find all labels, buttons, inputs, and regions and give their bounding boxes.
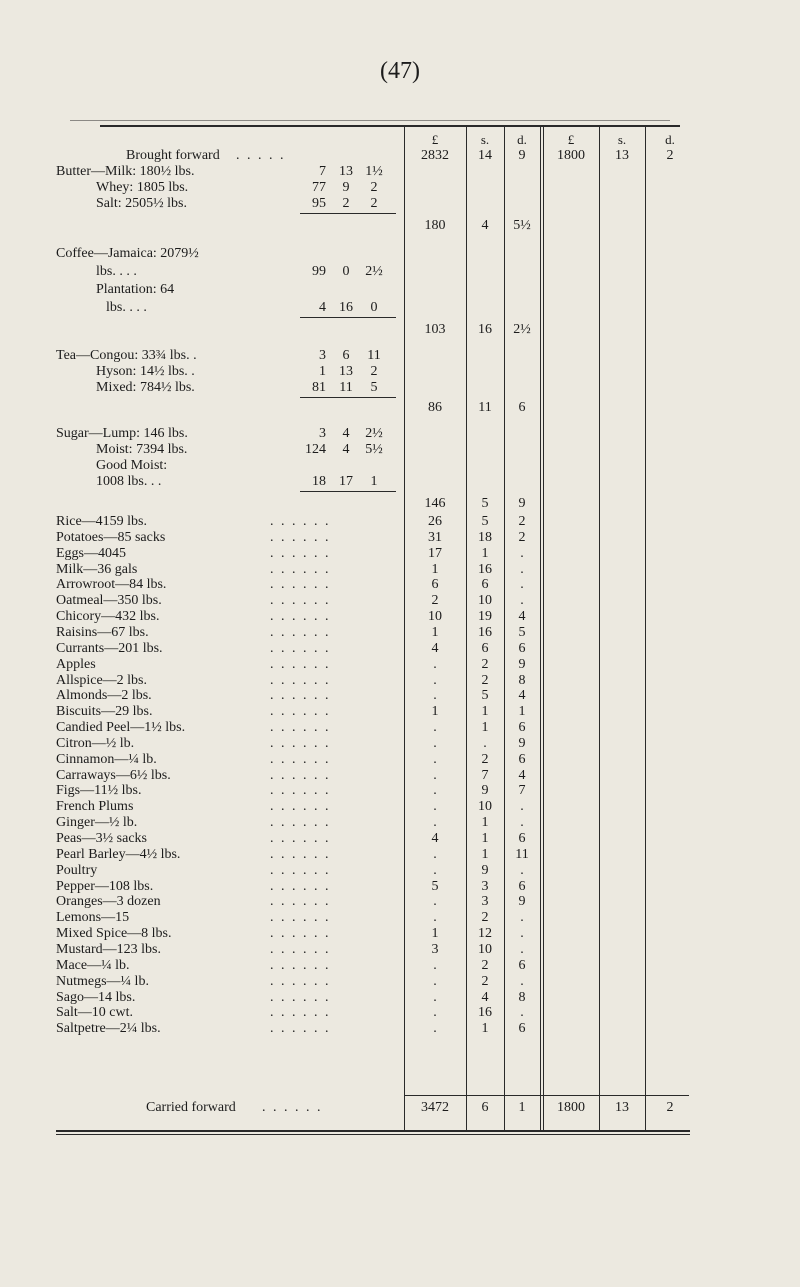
leader-dots: . . . . . . bbox=[270, 894, 331, 909]
item-shillings: 5 bbox=[481, 688, 489, 703]
leader-dots: . . . . . . bbox=[270, 704, 331, 719]
col-divider bbox=[543, 127, 544, 1132]
leader-dots: . . . . . . bbox=[270, 990, 331, 1005]
item-pence: 5 bbox=[518, 625, 526, 640]
item-pounds: . bbox=[433, 910, 437, 925]
top-rule bbox=[100, 125, 680, 127]
item-pence: 6 bbox=[518, 879, 526, 894]
group-item-label: Plantation: 64 bbox=[96, 282, 175, 297]
leader-dots: . . . . . . bbox=[270, 530, 331, 545]
leader-dots: . . . . . . bbox=[270, 752, 331, 767]
group-item-label: Tea—Congou: 33¾ lbs. . bbox=[56, 348, 197, 363]
leader-dots: . . . . . . bbox=[270, 879, 331, 894]
sub-shillings: 4 bbox=[342, 426, 350, 441]
item-pence: 6 bbox=[518, 720, 526, 735]
item-pence: . bbox=[520, 910, 524, 925]
sub-pounds: 18 bbox=[312, 474, 326, 489]
group-total-pence: 9 bbox=[518, 496, 526, 511]
group-total-pounds: 103 bbox=[424, 322, 446, 337]
leader-dots: . . . . . . bbox=[270, 799, 331, 814]
bottom-rule bbox=[56, 1130, 690, 1132]
item-label: Raisins—67 lbs. bbox=[56, 625, 149, 640]
item-label: Salt—10 cwt. bbox=[56, 1005, 133, 1020]
item-pence: 6 bbox=[518, 831, 526, 846]
sub-pence: 1½ bbox=[365, 164, 383, 179]
item-shillings: 6 bbox=[481, 641, 489, 656]
item-label: Cinnamon—¼ lb. bbox=[56, 752, 157, 767]
item-pence: 6 bbox=[518, 641, 526, 656]
leader-dots: . . . . . . bbox=[270, 577, 331, 592]
sub-pounds: 1 bbox=[319, 364, 326, 379]
sub-shillings: 13 bbox=[339, 164, 353, 179]
sub-shillings: 0 bbox=[342, 264, 350, 279]
leader-dots: . . . . . . bbox=[270, 688, 331, 703]
item-pence: . bbox=[520, 799, 524, 814]
item-label: Biscuits—29 lbs. bbox=[56, 704, 153, 719]
header-pounds-right: £ bbox=[567, 132, 575, 147]
leader-dots: . . . . . . bbox=[270, 641, 331, 656]
item-pounds: . bbox=[433, 894, 437, 909]
item-shillings: 10 bbox=[478, 593, 492, 608]
item-shillings: 2 bbox=[481, 974, 489, 989]
carried-forward-shillings: 6 bbox=[481, 1100, 489, 1115]
item-pounds: . bbox=[433, 1005, 437, 1020]
carried-forward-pounds-right: 1800 bbox=[557, 1100, 585, 1115]
item-pounds: . bbox=[433, 958, 437, 973]
item-pounds: 5 bbox=[431, 879, 439, 894]
group-item-label: Salt: 2505½ lbs. bbox=[96, 196, 188, 211]
leader-dots: . . . . . . bbox=[270, 974, 331, 989]
leader-dots: . . . . . . bbox=[270, 1021, 331, 1036]
item-label: Apples bbox=[56, 657, 96, 672]
item-label: Poultry bbox=[56, 863, 98, 878]
leader-dots: . . . . . . bbox=[270, 657, 331, 672]
item-pounds: . bbox=[433, 673, 437, 688]
sub-shillings: 6 bbox=[342, 348, 350, 363]
item-label: Rice—4159 lbs. bbox=[56, 514, 147, 529]
item-shillings: 10 bbox=[478, 799, 492, 814]
item-pounds: . bbox=[433, 1021, 437, 1036]
item-shillings: 1 bbox=[481, 704, 489, 719]
sub-pounds: 99 bbox=[312, 264, 326, 279]
item-shillings: . bbox=[483, 736, 487, 751]
sub-pence: 2½ bbox=[365, 264, 383, 279]
item-pence: . bbox=[520, 974, 524, 989]
group-item-label: Mixed: 784½ lbs. bbox=[96, 380, 195, 395]
item-pence: . bbox=[520, 926, 524, 941]
carried-forward-pence: 1 bbox=[518, 1100, 526, 1115]
leader-dots: . . . . . . bbox=[270, 783, 331, 798]
sub-pounds: 3 bbox=[319, 348, 326, 363]
group-total-pounds: 180 bbox=[424, 218, 446, 233]
item-label: Almonds—2 lbs. bbox=[56, 688, 152, 703]
sub-pence: 2 bbox=[370, 364, 378, 379]
item-pounds: . bbox=[433, 736, 437, 751]
item-label: Chicory—432 lbs. bbox=[56, 609, 160, 624]
group-item-label: Sugar—Lump: 146 lbs. bbox=[56, 426, 188, 441]
brought-forward-pence: 9 bbox=[518, 148, 526, 163]
item-label: Candied Peel—1½ lbs. bbox=[56, 720, 186, 735]
item-shillings: 10 bbox=[478, 942, 492, 957]
right-total-shillings: 13 bbox=[615, 148, 629, 163]
item-pence: . bbox=[520, 815, 524, 830]
carried-forward-label: Carried forward bbox=[146, 1100, 236, 1115]
sub-shillings: 13 bbox=[339, 364, 353, 379]
item-pounds: 3 bbox=[431, 942, 439, 957]
brought-forward-label: Brought forward bbox=[126, 148, 220, 163]
item-pence: 8 bbox=[518, 990, 526, 1005]
item-pence: 4 bbox=[518, 688, 526, 703]
group-total-shillings: 16 bbox=[478, 322, 492, 337]
item-shillings: 2 bbox=[481, 910, 489, 925]
item-pounds: . bbox=[433, 783, 437, 798]
leader-dots: . . . . . . bbox=[270, 625, 331, 640]
carried-forward-pence-right: 2 bbox=[666, 1100, 674, 1115]
item-label: Sago—14 lbs. bbox=[56, 990, 136, 1005]
sub-pounds: 7 bbox=[319, 164, 326, 179]
group-total-pounds: 86 bbox=[428, 400, 442, 415]
item-pounds: . bbox=[433, 720, 437, 735]
item-pence: . bbox=[520, 942, 524, 957]
item-pounds: 26 bbox=[428, 514, 442, 529]
item-pence: . bbox=[520, 562, 524, 577]
item-label: Currants—201 lbs. bbox=[56, 641, 163, 656]
item-pounds: . bbox=[433, 657, 437, 672]
item-pounds: 4 bbox=[431, 641, 439, 656]
sub-shillings: 11 bbox=[339, 380, 353, 395]
sub-total-rule bbox=[300, 397, 396, 398]
item-shillings: 16 bbox=[478, 1005, 492, 1020]
item-shillings: 12 bbox=[478, 926, 492, 941]
item-pence: 8 bbox=[518, 673, 526, 688]
item-label: Citron—½ lb. bbox=[56, 736, 135, 751]
group-item-label-cont: lbs. . . . bbox=[96, 264, 137, 279]
sub-shillings: 17 bbox=[339, 474, 353, 489]
item-pence: . bbox=[520, 1005, 524, 1020]
header-pence: d. bbox=[517, 132, 527, 147]
right-total-pence: 2 bbox=[666, 148, 674, 163]
leader-dots: . . . . . . bbox=[262, 1100, 323, 1115]
col-divider bbox=[540, 127, 541, 1132]
item-pounds: . bbox=[433, 990, 437, 1005]
item-shillings: 3 bbox=[481, 894, 489, 909]
col-divider bbox=[645, 127, 646, 1132]
item-shillings: 1 bbox=[481, 1021, 489, 1036]
item-pence: . bbox=[520, 593, 524, 608]
item-pence: 6 bbox=[518, 1021, 526, 1036]
group-total-pence: 6 bbox=[518, 400, 526, 415]
leader-dots: . . . . . . bbox=[270, 958, 331, 973]
leader-dots: . . . . . . bbox=[270, 593, 331, 608]
sub-pence: 5 bbox=[370, 380, 378, 395]
leader-dots: . . . . . . bbox=[270, 609, 331, 624]
brought-forward-pounds: 2832 bbox=[421, 148, 449, 163]
item-shillings: 1 bbox=[481, 720, 489, 735]
item-shillings: 9 bbox=[481, 863, 489, 878]
item-pence: 6 bbox=[518, 752, 526, 767]
item-shillings: 2 bbox=[481, 657, 489, 672]
item-pounds: . bbox=[433, 688, 437, 703]
group-item-label: Moist: 7394 lbs. bbox=[96, 442, 188, 457]
sub-pence: 2½ bbox=[365, 426, 383, 441]
leader-dots: . . . . . . bbox=[270, 768, 331, 783]
item-pounds: . bbox=[433, 863, 437, 878]
item-label: Oranges—3 dozen bbox=[56, 894, 161, 909]
carried-forward-pounds: 3472 bbox=[421, 1100, 449, 1115]
sub-shillings: 4 bbox=[342, 442, 350, 457]
sub-pence: 2 bbox=[370, 196, 378, 211]
item-pence: 1 bbox=[518, 704, 526, 719]
top-rule-faint bbox=[70, 120, 670, 121]
item-label: Peas—3½ sacks bbox=[56, 831, 147, 846]
item-label: Saltpetre—2¼ lbs. bbox=[56, 1021, 161, 1036]
item-pence: 6 bbox=[518, 958, 526, 973]
sub-shillings: 16 bbox=[339, 300, 353, 315]
leader-dots: . . . . . . bbox=[270, 720, 331, 735]
item-label: Allspice—2 lbs. bbox=[56, 673, 147, 688]
item-pounds: 1 bbox=[431, 926, 439, 941]
leader-dots: . . . . . . bbox=[270, 673, 331, 688]
sub-shillings: 2 bbox=[342, 196, 350, 211]
group-total-shillings: 5 bbox=[481, 496, 489, 511]
item-shillings: 16 bbox=[478, 562, 492, 577]
group-item-label-cont: 1008 lbs. . . bbox=[96, 474, 162, 489]
col-divider bbox=[599, 127, 600, 1132]
item-shillings: 16 bbox=[478, 625, 492, 640]
item-label: Eggs—4045 bbox=[56, 546, 126, 561]
item-label: Lemons—15 bbox=[56, 910, 130, 925]
item-shillings: 7 bbox=[481, 768, 489, 783]
sub-total-rule bbox=[300, 213, 396, 214]
header-pence-right: d. bbox=[665, 132, 675, 147]
item-pence: 7 bbox=[518, 783, 526, 798]
leader-dots: . . . . . bbox=[236, 148, 286, 163]
group-total-pence: 5½ bbox=[513, 218, 531, 233]
item-label: Figs—11½ lbs. bbox=[56, 783, 142, 798]
group-total-pence: 2½ bbox=[513, 322, 531, 337]
header-shillings: s. bbox=[480, 132, 490, 147]
item-pence: . bbox=[520, 546, 524, 561]
item-shillings: 19 bbox=[478, 609, 492, 624]
item-label: Mace—¼ lb. bbox=[56, 958, 130, 973]
group-item-label: Coffee—Jamaica: 2079½ bbox=[56, 246, 199, 261]
item-pence: . bbox=[520, 863, 524, 878]
item-label: Carraways—6½ lbs. bbox=[56, 768, 171, 783]
leader-dots: . . . . . . bbox=[270, 831, 331, 846]
item-pounds: . bbox=[433, 815, 437, 830]
group-item-label: Butter—Milk: 180½ lbs. bbox=[56, 164, 195, 179]
item-pounds: 1 bbox=[431, 704, 439, 719]
item-label: Potatoes—85 sacks bbox=[56, 530, 166, 545]
sub-total-rule bbox=[300, 317, 396, 318]
item-pounds: . bbox=[433, 847, 437, 862]
group-total-pounds: 146 bbox=[424, 496, 446, 511]
header-shillings-right: s. bbox=[617, 132, 627, 147]
leader-dots: . . . . . . bbox=[270, 863, 331, 878]
sub-total-rule bbox=[300, 491, 396, 492]
item-shillings: 6 bbox=[481, 577, 489, 592]
item-pence: 4 bbox=[518, 768, 526, 783]
item-label: Pearl Barley—4½ lbs. bbox=[56, 847, 181, 862]
item-pence: 11 bbox=[515, 847, 529, 862]
group-item-label: Hyson: 14½ lbs. . bbox=[96, 364, 195, 379]
item-shillings: 5 bbox=[481, 514, 489, 529]
item-pounds: 1 bbox=[431, 562, 439, 577]
sub-pounds: 4 bbox=[319, 300, 326, 315]
item-label: Nutmegs—¼ lb. bbox=[56, 974, 149, 989]
leader-dots: . . . . . . bbox=[270, 736, 331, 751]
item-pence: . bbox=[520, 577, 524, 592]
item-shillings: 9 bbox=[481, 783, 489, 798]
carried-forward-shillings-right: 13 bbox=[615, 1100, 629, 1115]
item-label: French Plums bbox=[56, 799, 134, 814]
item-label: Ginger—½ lb. bbox=[56, 815, 138, 830]
leader-dots: . . . . . . bbox=[270, 562, 331, 577]
item-shillings: 4 bbox=[481, 990, 489, 1005]
item-pounds: 2 bbox=[431, 593, 439, 608]
item-shillings: 1 bbox=[481, 847, 489, 862]
right-total-pounds: 1800 bbox=[557, 148, 585, 163]
item-shillings: 3 bbox=[481, 879, 489, 894]
item-shillings: 2 bbox=[481, 673, 489, 688]
brought-forward-shillings: 14 bbox=[478, 148, 492, 163]
leader-dots: . . . . . . bbox=[270, 942, 331, 957]
item-shillings: 2 bbox=[481, 958, 489, 973]
sub-pence: 5½ bbox=[365, 442, 383, 457]
sub-pounds: 81 bbox=[312, 380, 326, 395]
leader-dots: . . . . . . bbox=[270, 815, 331, 830]
bottom-rule-thin bbox=[56, 1134, 690, 1135]
sub-shillings: 9 bbox=[342, 180, 350, 195]
item-pence: 4 bbox=[518, 609, 526, 624]
item-pence: 9 bbox=[518, 736, 526, 751]
sub-pounds: 95 bbox=[312, 196, 326, 211]
item-label: Mixed Spice—8 lbs. bbox=[56, 926, 172, 941]
item-pounds: . bbox=[433, 799, 437, 814]
item-pounds: . bbox=[433, 768, 437, 783]
item-shillings: 1 bbox=[481, 831, 489, 846]
item-label: Arrowroot—84 lbs. bbox=[56, 577, 167, 592]
total-rule bbox=[404, 1095, 689, 1096]
sub-pounds: 77 bbox=[312, 180, 326, 195]
leader-dots: . . . . . . bbox=[270, 514, 331, 529]
item-label: Milk—36 gals bbox=[56, 562, 138, 577]
page-number: (47) bbox=[380, 58, 420, 84]
leader-dots: . . . . . . bbox=[270, 910, 331, 925]
leader-dots: . . . . . . bbox=[270, 926, 331, 941]
item-pounds: 31 bbox=[428, 530, 442, 545]
sub-pence: 0 bbox=[370, 300, 378, 315]
group-item-label: Good Moist: bbox=[96, 458, 168, 473]
sub-pounds: 124 bbox=[305, 442, 326, 457]
sub-pounds: 3 bbox=[319, 426, 326, 441]
item-pence: 9 bbox=[518, 894, 526, 909]
item-shillings: 2 bbox=[481, 752, 489, 767]
group-total-shillings: 11 bbox=[478, 400, 492, 415]
item-pounds: 10 bbox=[428, 609, 442, 624]
item-label: Mustard—123 lbs. bbox=[56, 942, 161, 957]
leader-dots: . . . . . . bbox=[270, 1005, 331, 1020]
group-item-label-cont: lbs. . . . bbox=[106, 300, 147, 315]
item-pounds: . bbox=[433, 752, 437, 767]
item-pounds: . bbox=[433, 974, 437, 989]
item-label: Oatmeal—350 lbs. bbox=[56, 593, 162, 608]
sub-pence: 11 bbox=[367, 348, 381, 363]
item-pounds: 6 bbox=[431, 577, 439, 592]
group-total-shillings: 4 bbox=[481, 218, 489, 233]
group-item-label: Whey: 1805 lbs. bbox=[96, 180, 189, 195]
header-pounds: £ bbox=[431, 132, 439, 147]
item-pence: 9 bbox=[518, 657, 526, 672]
leader-dots: . . . . . . bbox=[270, 546, 331, 561]
item-shillings: 18 bbox=[478, 530, 492, 545]
item-pounds: 1 bbox=[431, 625, 439, 640]
item-pence: 2 bbox=[518, 530, 526, 545]
item-label: Pepper—108 lbs. bbox=[56, 879, 154, 894]
item-shillings: 1 bbox=[481, 815, 489, 830]
leader-dots: . . . . . . bbox=[270, 847, 331, 862]
item-pounds: 4 bbox=[431, 831, 439, 846]
sub-pence: 2 bbox=[370, 180, 378, 195]
item-shillings: 1 bbox=[481, 546, 489, 561]
item-pence: 2 bbox=[518, 514, 526, 529]
sub-pence: 1 bbox=[370, 474, 378, 489]
item-pounds: 17 bbox=[428, 546, 442, 561]
